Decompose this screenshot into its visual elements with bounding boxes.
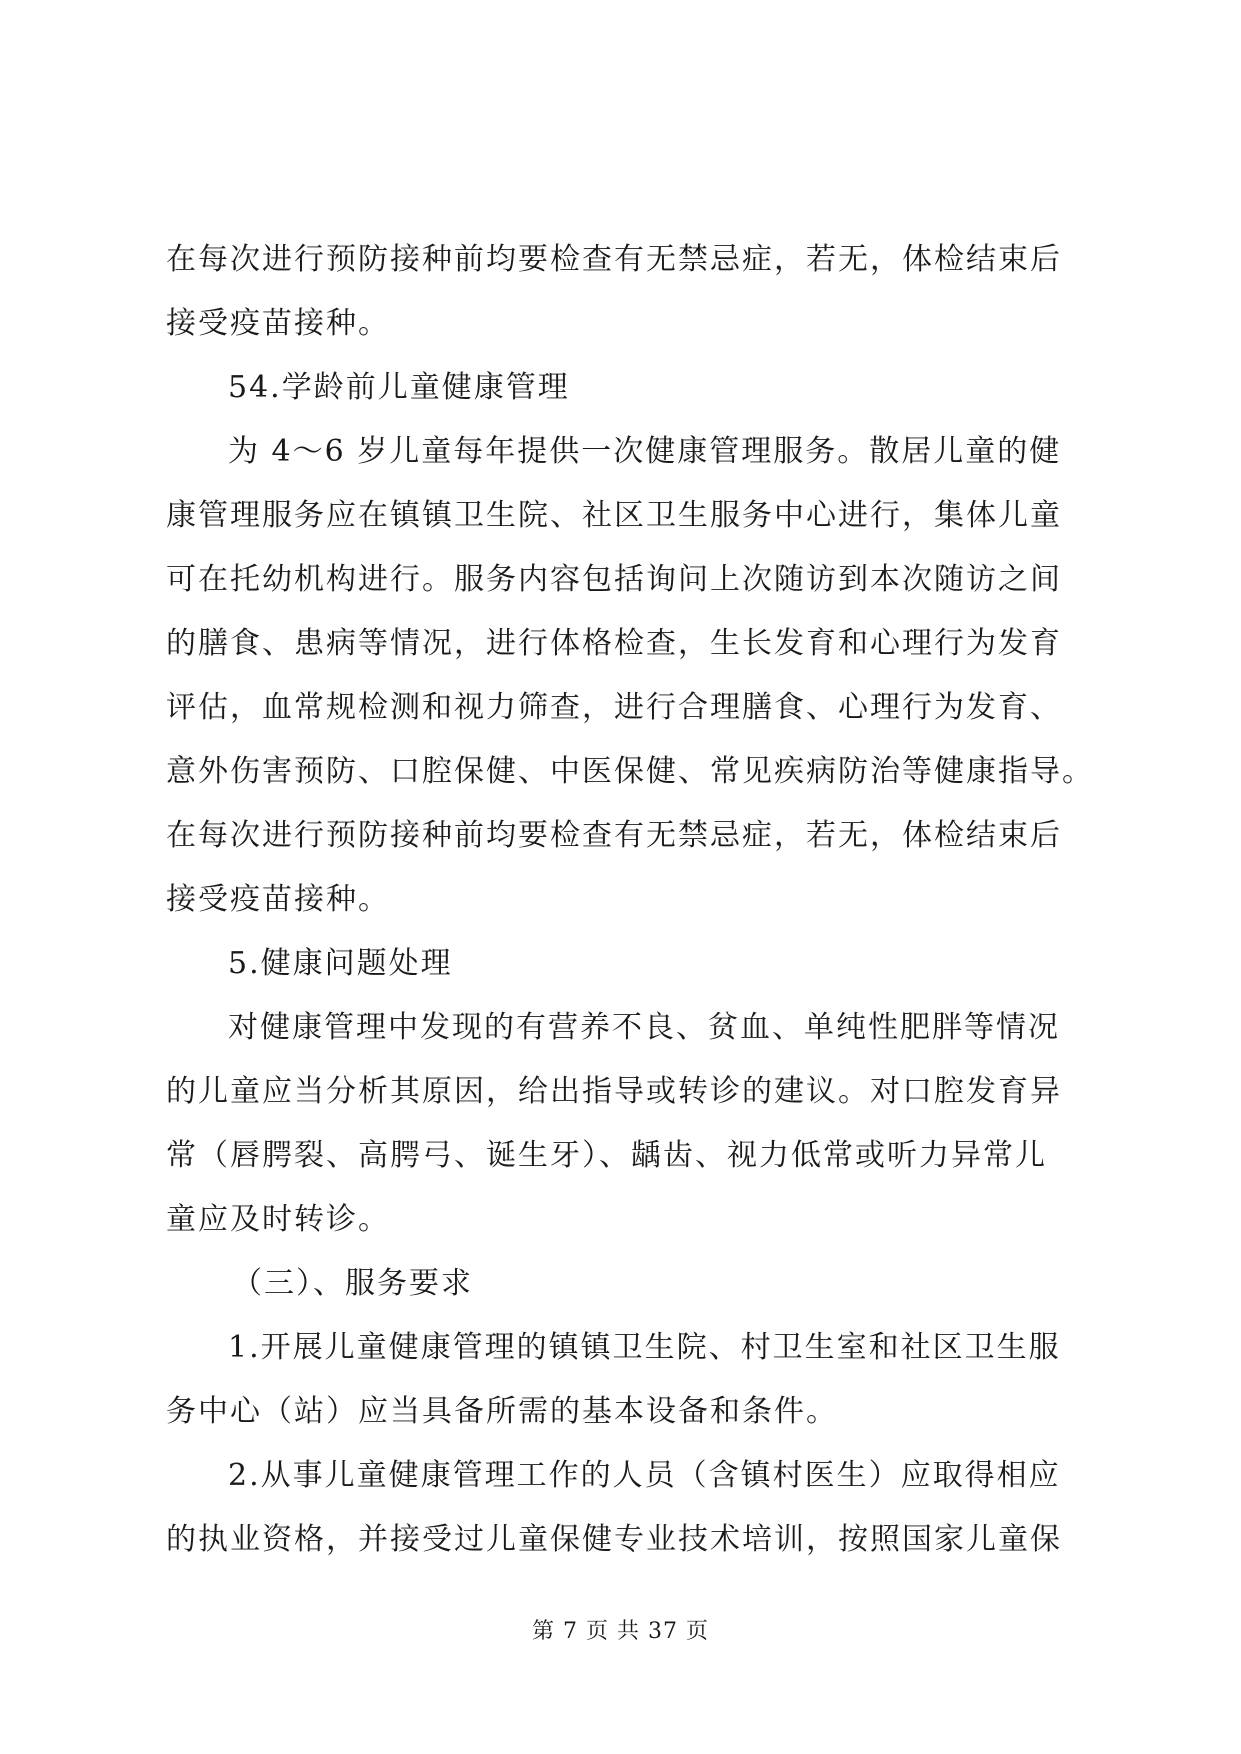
text-line: 的儿童应当分析其原因，给出指导或转诊的建议。对口腔发育异: [166, 1074, 1062, 1109]
text-line: 为 4～6 岁儿童每年提供一次健康管理服务。散居儿童的健: [228, 434, 1062, 469]
text-line: 在每次进行预防接种前均要检查有无禁忌症，若无，体检结束后: [166, 242, 1062, 277]
text-line: 评估，血常规检测和视力筛查，进行合理膳食、心理行为发育、: [166, 690, 1062, 725]
text-line: 童应及时转诊。: [166, 1202, 390, 1237]
text-line: 2.从事儿童健康管理工作的人员（含镇村医生）应取得相应: [228, 1458, 1061, 1493]
section-heading: （三）、服务要求: [232, 1266, 473, 1301]
text-line: 在每次进行预防接种前均要检查有无禁忌症，若无，体检结束后: [166, 818, 1062, 853]
text-line: 对健康管理中发现的有营养不良、贫血、单纯性肥胖等情况: [228, 1010, 1060, 1045]
text-line: 的执业资格，并接受过儿童保健专业技术培训，按照国家儿童保: [166, 1522, 1062, 1557]
text-line: 的膳食、患病等情况，进行体格检查，生长发育和心理行为发育: [166, 626, 1062, 661]
text-line: 可在托幼机构进行。服务内容包括询问上次随访到本次随访之间: [166, 562, 1062, 597]
text-line: 常（唇腭裂、高腭弓、诞生牙）、龋齿、视力低常或听力异常儿: [166, 1138, 1047, 1173]
page-number-footer: 第 7 页 共 37 页: [532, 1619, 709, 1644]
text-line: 接受疫苗接种。: [166, 882, 390, 917]
document-body: [166, 228, 1094, 1572]
text-line: 康管理服务应在镇镇卫生院、社区卫生服务中心进行，集体儿童: [166, 498, 1062, 533]
text-line: 1.开展儿童健康管理的镇镇卫生院、村卫生室和社区卫生服: [228, 1330, 1061, 1365]
section-heading: 54.学龄前儿童健康管理: [228, 370, 570, 405]
text-line: 务中心（站）应当具备所需的基本设备和条件。: [166, 1394, 838, 1429]
text-line: 接受疫苗接种。: [166, 306, 390, 341]
text-line: 意外伤害预防、口腔保健、中医保健、常见疾病防治等健康指导。: [166, 754, 1094, 789]
section-heading: 5.健康问题处理: [228, 946, 453, 981]
